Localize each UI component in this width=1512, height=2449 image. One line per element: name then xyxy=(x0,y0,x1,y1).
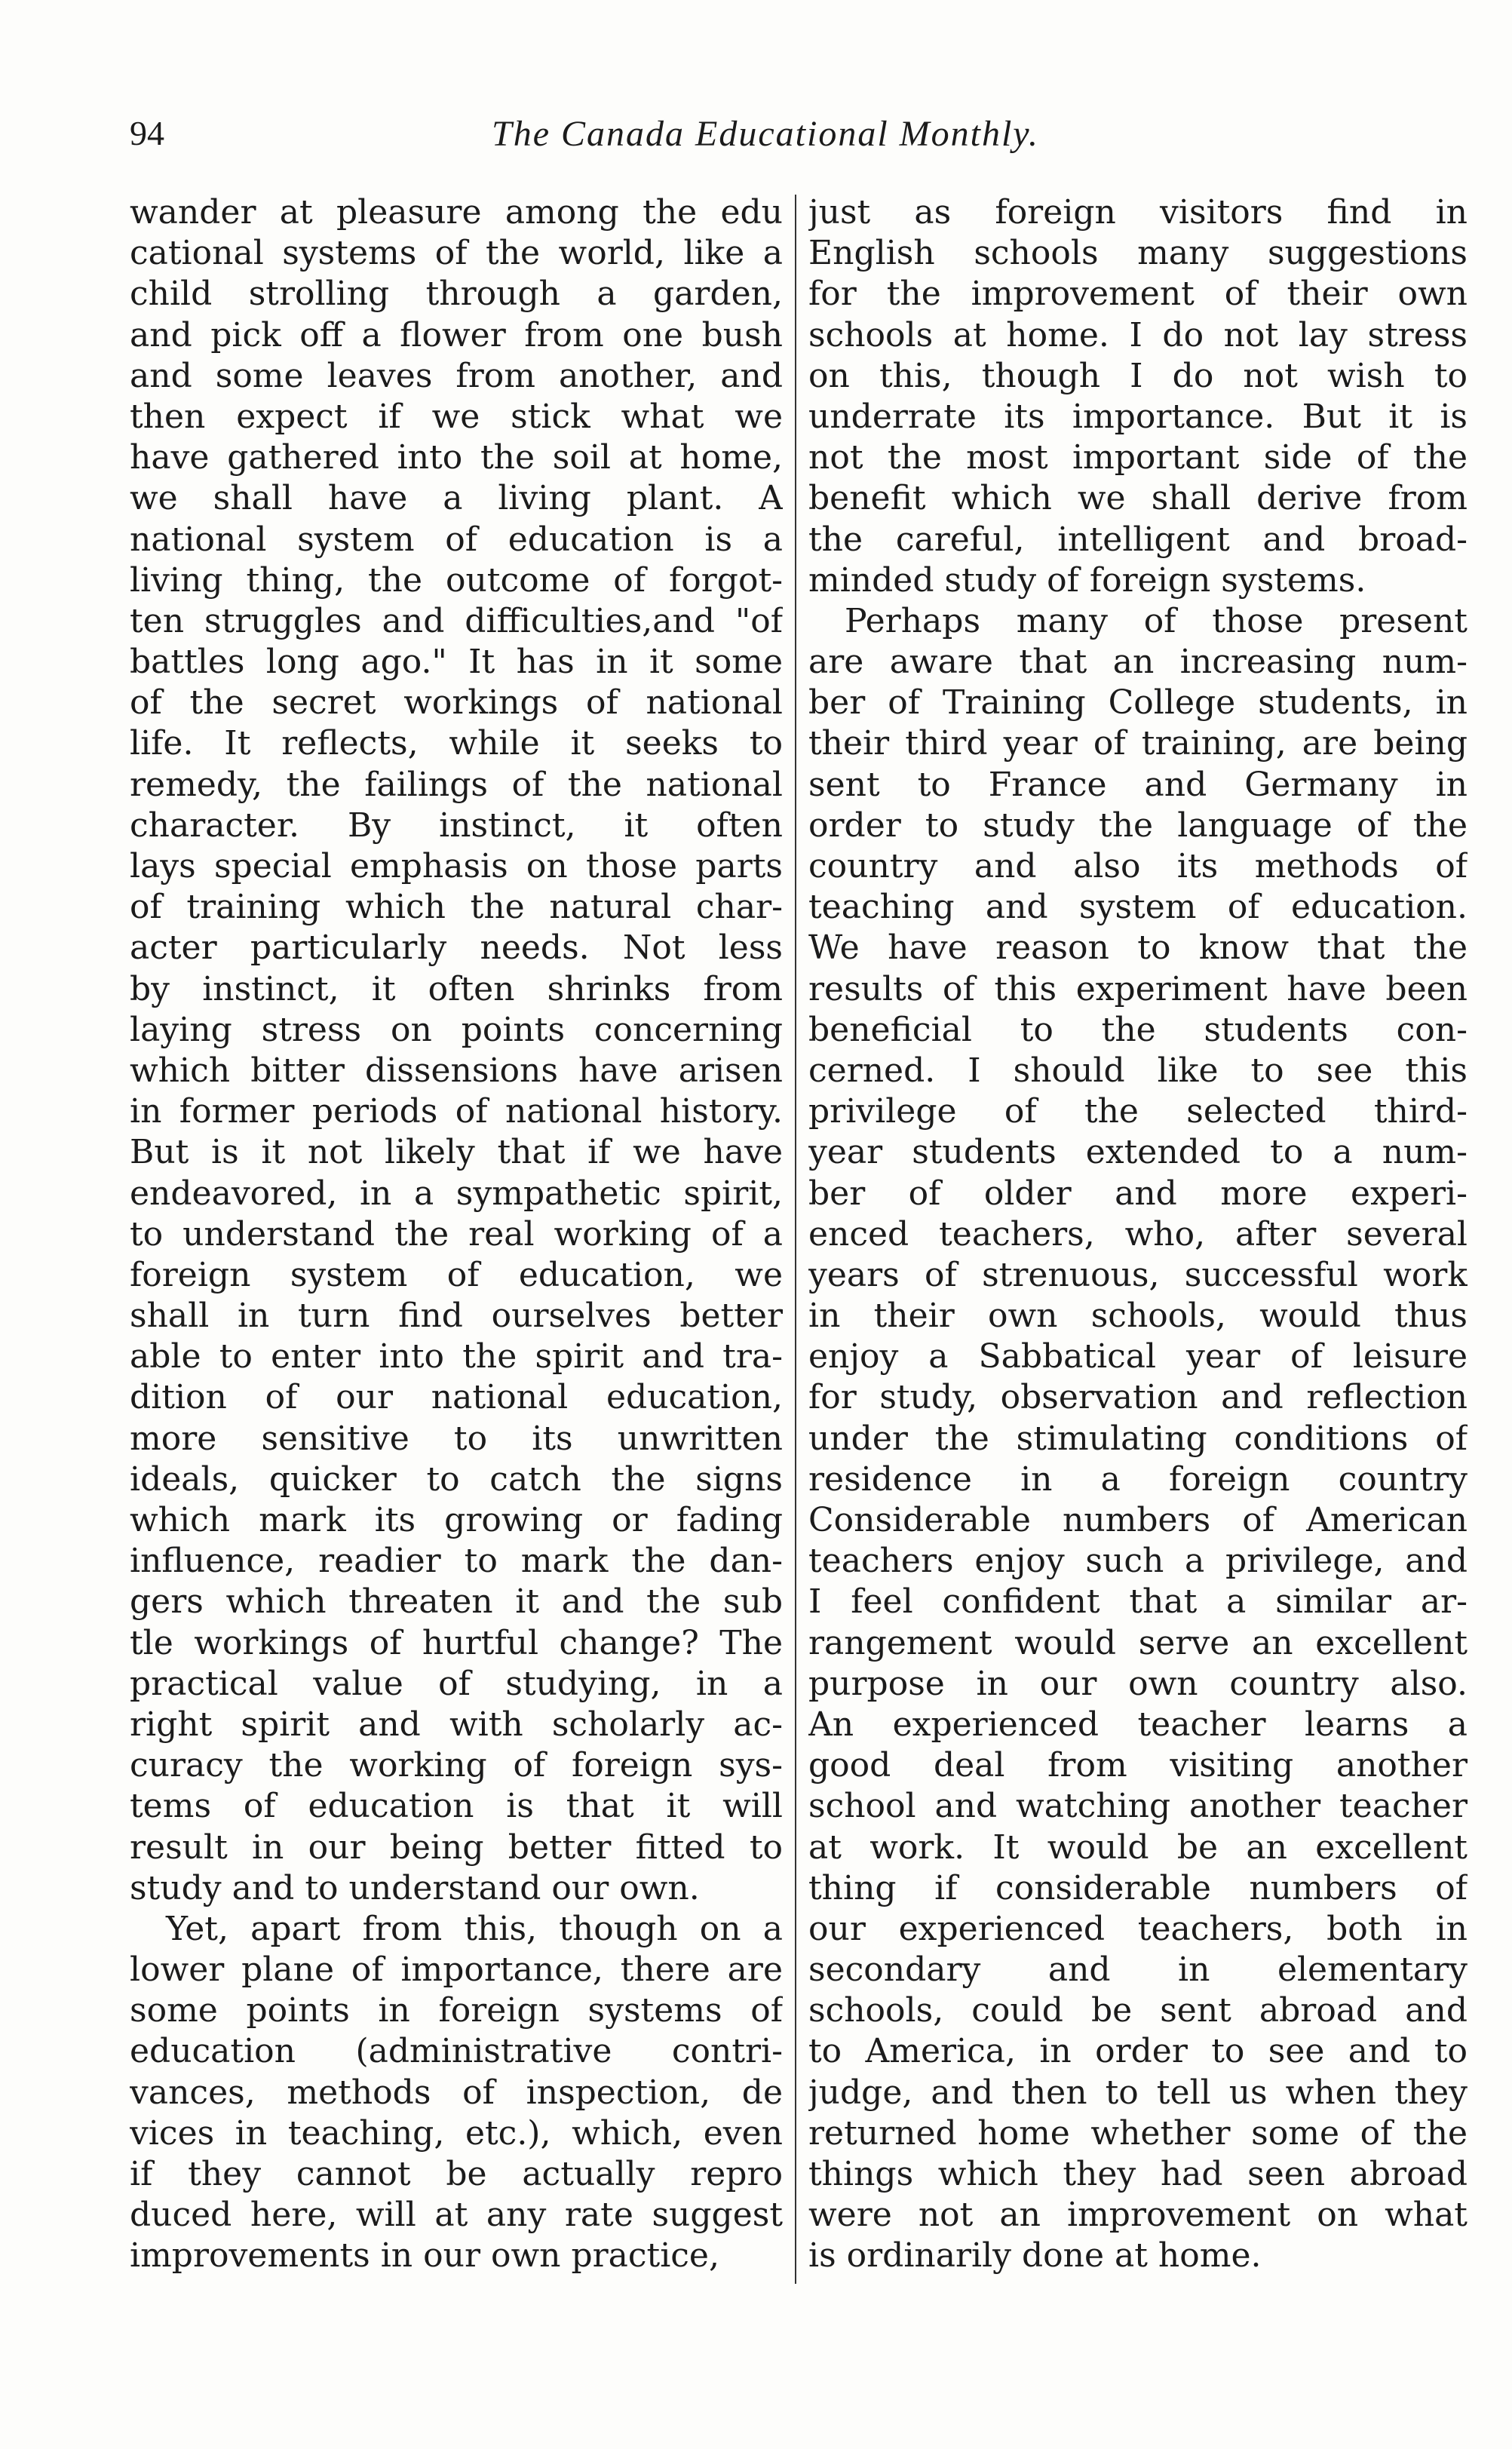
text-line: gers which threaten it and the sub xyxy=(130,1582,783,1622)
text-line: Considerable numbers of American xyxy=(808,1501,1468,1539)
text-line: ber of older and more experi- xyxy=(808,1174,1468,1213)
text-line: result in our being better fitted to xyxy=(130,1828,783,1867)
text-line: minded study of foreign systems. xyxy=(808,560,1366,600)
text-line: privilege of the selected third- xyxy=(808,1092,1468,1131)
text-line: is ordinarily done at home. xyxy=(808,2236,1262,2276)
text-line: of the secret workings of national xyxy=(130,683,783,723)
text-line: But is it not likely that if we have xyxy=(130,1133,783,1172)
text-line: and pick off a flower from one bush xyxy=(130,315,783,354)
text-line: schools at home. I do not lay stress xyxy=(808,315,1468,354)
text-line: foreign system of education, we xyxy=(130,1255,783,1294)
text-line: study and to understand our own. xyxy=(130,1868,700,1907)
text-line: tems of education is that it will xyxy=(130,1787,783,1826)
text-line: years of strenuous, successful work xyxy=(808,1255,1468,1294)
text-line: acter particularly needs. Not less xyxy=(130,928,783,968)
text-line: shall in turn find ourselves better xyxy=(130,1297,783,1336)
text-line: more sensitive to its unwritten xyxy=(130,1419,783,1458)
text-line: were not an improvement on what xyxy=(808,2196,1468,2235)
text-line: results of this experiment have been xyxy=(808,969,1468,1008)
text-line: living thing, the outcome of forgot- xyxy=(130,560,783,600)
text-line: the careful, intelligent and broad- xyxy=(808,520,1468,559)
text-line: battles long ago." It has in it some xyxy=(130,643,783,682)
text-line: residence in a foreign country xyxy=(808,1459,1468,1499)
text-line: schools, could be sent abroad and xyxy=(808,1991,1468,2030)
text-line: beneficial to the students con- xyxy=(808,1010,1468,1049)
text-line: school and watching another teacher xyxy=(808,1787,1468,1826)
text-line: not the most important side of the xyxy=(808,438,1468,477)
text-line: lower plane of importance, there are xyxy=(130,1950,783,1990)
text-line: I feel confident that a similar ar- xyxy=(808,1582,1468,1622)
text-line: improvements in our own practice, xyxy=(130,2236,719,2276)
text-line: character. By instinct, it often xyxy=(130,806,783,845)
text-line: by instinct, it often shrinks from xyxy=(130,969,783,1008)
text-line: in their own schools, would thus xyxy=(808,1297,1468,1336)
text-line: returned home whether some of the xyxy=(808,2113,1468,2153)
text-line: thing if considerable numbers of xyxy=(808,1868,1468,1907)
text-line: We have reason to know that the xyxy=(808,928,1468,968)
text-line: some points in foreign systems of xyxy=(130,1991,783,2030)
text-line: things which they had seen abroad xyxy=(808,2155,1468,2193)
text-line: order to study the language of the xyxy=(808,806,1468,845)
right-column xyxy=(808,192,1468,2277)
text-line: teaching and system of education. xyxy=(808,888,1468,927)
text-line: laying stress on points concerning xyxy=(130,1010,783,1049)
text-line: national system of education is a xyxy=(130,520,783,559)
text-line: to understand the real working of a xyxy=(130,1214,783,1254)
text-line: ideals, quicker to catch the signs xyxy=(130,1459,783,1499)
text-line: for the improvement of their own xyxy=(808,275,1468,314)
left-column xyxy=(130,192,783,2277)
text-line: benefit which we shall derive from xyxy=(808,479,1468,518)
text-line: if they cannot be actually repro xyxy=(130,2155,783,2193)
text-line: An experienced teacher learns a xyxy=(808,1705,1468,1744)
text-line: lays special emphasis on those parts xyxy=(130,847,783,885)
text-line: vances, methods of inspection, de xyxy=(130,2073,783,2112)
text-line: enjoy a Sabbatical year of leisure xyxy=(808,1337,1468,1376)
text-line: vices in teaching, etc.), which, even xyxy=(130,2113,783,2153)
text-line: are aware that an increasing num- xyxy=(808,643,1468,682)
text-line: and some leaves from another, and xyxy=(130,356,783,395)
text-line: their third year of training, are being xyxy=(808,724,1468,763)
text-line: then expect if we stick what we xyxy=(130,397,783,436)
text-line: ber of Training College students, in xyxy=(808,683,1468,723)
text-line: rangement would serve an excellent xyxy=(808,1623,1468,1662)
text-line: enced teachers, who, after several xyxy=(808,1214,1468,1254)
text-line: duced here, will at any rate suggest xyxy=(130,2196,783,2235)
page-header xyxy=(130,113,1472,173)
text-line: teachers enjoy such a privilege, and xyxy=(808,1542,1468,1581)
text-line: country and also its methods of xyxy=(808,847,1468,885)
text-line: on this, though I do not wish to xyxy=(808,356,1468,395)
text-line: child strolling through a garden, xyxy=(130,275,783,314)
text-line: have gathered into the soil at home, xyxy=(130,438,783,477)
text-line: wander at pleasure among the edu xyxy=(130,193,783,232)
text-line: year students extended to a num- xyxy=(808,1133,1468,1172)
text-line: underrate its importance. But it is xyxy=(808,397,1468,436)
text-line: curacy the working of foreign sys- xyxy=(130,1746,783,1785)
text-line: life. It reflects, while it seeks to xyxy=(130,724,783,763)
text-line: ten struggles and difficulties,and "of xyxy=(130,601,783,640)
text-line: tle workings of hurtful change? The xyxy=(130,1623,783,1662)
text-line: dition of our national education, xyxy=(130,1378,783,1417)
column-divider xyxy=(795,195,796,2284)
text-line: practical value of studying, in a xyxy=(130,1664,783,1703)
text-line: right spirit and with scholarly ac- xyxy=(130,1705,783,1744)
text-line: English schools many suggestions xyxy=(808,234,1468,273)
text-line: remedy, the failings of the national xyxy=(130,765,783,804)
text-line: Yet, apart from this, though on a xyxy=(166,1909,783,1948)
text-line: cational systems of the world, like a xyxy=(130,234,783,273)
journal-title: The Canada Educational Monthly. xyxy=(492,114,1039,154)
page-number: 94 xyxy=(130,114,164,152)
text-line: at work. It would be an excellent xyxy=(808,1828,1468,1867)
text-line: cerned. I should like to see this xyxy=(808,1051,1468,1090)
text-line: we shall have a living plant. A xyxy=(130,479,783,518)
text-line: good deal from visiting another xyxy=(808,1746,1468,1785)
text-line: judge, and then to tell us when they xyxy=(808,2073,1468,2112)
text-line: just as foreign visitors find in xyxy=(808,193,1468,232)
text-line: education (administrative contri- xyxy=(130,2032,783,2071)
text-line: secondary and in elementary xyxy=(808,1950,1468,1990)
text-line: influence, readier to mark the dan- xyxy=(130,1542,783,1581)
text-line: which mark its growing or fading xyxy=(130,1501,783,1539)
text-line: for study, observation and reflection xyxy=(808,1378,1468,1417)
text-line: able to enter into the spirit and tra- xyxy=(130,1337,783,1376)
text-line: endeavored, in a sympathetic spirit, xyxy=(130,1174,783,1213)
text-line: our experienced teachers, both in xyxy=(808,1909,1468,1948)
text-line: Perhaps many of those present xyxy=(845,601,1468,640)
text-line: which bitter dissensions have arisen xyxy=(130,1051,783,1090)
text-line: sent to France and Germany in xyxy=(808,765,1468,804)
text-line: to America, in order to see and to xyxy=(808,2032,1468,2071)
text-line: of training which the natural char- xyxy=(130,888,783,927)
text-line: purpose in our own country also. xyxy=(808,1664,1468,1703)
text-line: in former periods of national history. xyxy=(130,1092,783,1131)
text-line: under the stimulating conditions of xyxy=(808,1419,1468,1458)
